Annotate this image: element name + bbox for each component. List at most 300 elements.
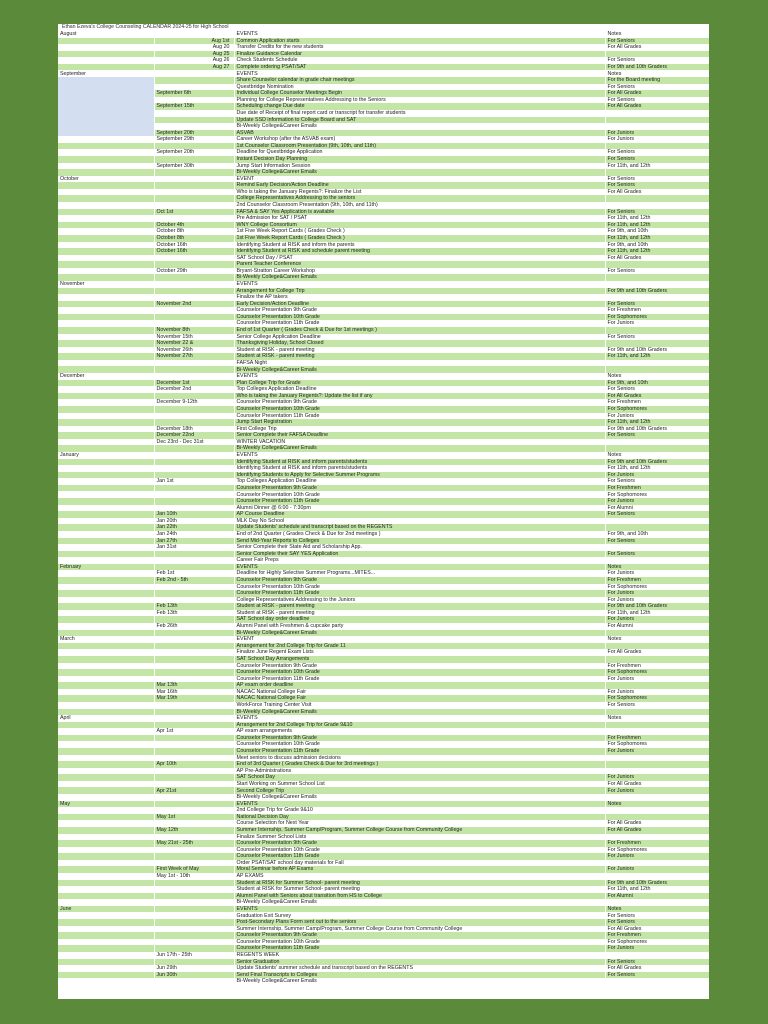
month-cell (58, 893, 154, 900)
date-cell: Jan 10th (154, 511, 234, 518)
month-cell (58, 603, 154, 610)
event-cell: Bi-Weekly College&Career Emails (234, 366, 605, 373)
table-row (58, 860, 709, 867)
month-cell (58, 814, 154, 821)
date-cell (154, 117, 234, 124)
month-cell (58, 919, 154, 926)
event-cell: Deadline for Highly Selective Summer Programs...MITES... (234, 570, 605, 577)
event-cell: SAT School Day / PSAT (234, 255, 605, 262)
notes-cell: For Seniors (605, 176, 709, 183)
event-cell: Student at RISK - parent meeting (234, 353, 605, 360)
table-row (58, 31, 709, 38)
table-row (58, 261, 709, 268)
event-cell: EVENT (234, 176, 605, 183)
event-cell: EVENTS (234, 452, 605, 459)
notes-cell (605, 518, 709, 525)
table-row (58, 413, 709, 420)
notes-cell (605, 261, 709, 268)
notes-cell: For 9th and 10th Graders (605, 426, 709, 433)
event-cell: Bi-Weekly College&Career Emails (234, 123, 605, 130)
date-cell (154, 860, 234, 867)
event-cell: Arrangement for 2nd College Trip for Grade 9&10 (234, 722, 605, 729)
notes-cell (605, 794, 709, 801)
notes-cell (605, 656, 709, 663)
month-cell (58, 413, 154, 420)
event-cell: Deadline for Questbridge Application (234, 149, 605, 156)
event-cell: Scheduling change Due date (234, 103, 605, 110)
month-cell (58, 748, 154, 755)
month-cell (58, 320, 154, 327)
month-cell (58, 77, 154, 84)
month-cell (58, 663, 154, 670)
event-cell: End of 1st Quarter ( Grades Check & Due for 1st meetings ) (234, 327, 605, 334)
notes-cell: For All Grades (605, 827, 709, 834)
month-cell (58, 222, 154, 229)
date-cell (154, 182, 234, 189)
event-cell: Counselor Presentation 10th Grade (234, 491, 605, 498)
notes-cell (605, 123, 709, 130)
notes-cell: For All Grades (605, 103, 709, 110)
notes-cell (605, 544, 709, 551)
table-row (58, 281, 709, 288)
month-cell: March (58, 636, 154, 643)
month-cell (58, 301, 154, 308)
table-row (58, 781, 709, 788)
notes-cell: For Seniors (605, 919, 709, 926)
event-cell: Remind Early Decision/Action Deadline (234, 182, 605, 189)
table-row (58, 840, 709, 847)
table-row (58, 972, 709, 979)
date-cell (154, 847, 234, 854)
event-cell: Early Decision/Action Deadline (234, 301, 605, 308)
date-cell (154, 406, 234, 413)
table-row (58, 597, 709, 604)
month-cell (58, 360, 154, 367)
month-cell (58, 669, 154, 676)
event-cell: Identifying Student at RISK and inform parents/students (234, 465, 605, 472)
month-cell (58, 353, 154, 360)
month-cell (58, 182, 154, 189)
event-cell: Send Mid-Year Reports to Colleges (234, 538, 605, 545)
event-cell: First College Trip (234, 426, 605, 433)
table-row (58, 926, 709, 933)
date-cell (154, 906, 234, 913)
month-cell (58, 827, 154, 834)
table-row (58, 347, 709, 354)
date-cell: Jun 30th (154, 972, 234, 979)
table-row (58, 623, 709, 630)
date-cell: Jan 22th (154, 524, 234, 531)
notes-cell (605, 557, 709, 564)
date-cell (154, 590, 234, 597)
event-cell: Bi-Weekly College&Career Emails (234, 899, 605, 906)
date-cell (154, 945, 234, 952)
table-row (58, 386, 709, 393)
event-cell: Update Students' schedule and transcript based on the REGENTS (234, 524, 605, 531)
month-cell (58, 110, 154, 117)
notes-cell: For Juniors (605, 130, 709, 137)
date-cell (154, 715, 234, 722)
notes-cell: For Sophomores (605, 314, 709, 321)
event-cell: WINTER VACATION (234, 439, 605, 446)
date-cell (154, 176, 234, 183)
month-cell (58, 149, 154, 156)
table-row (58, 880, 709, 887)
notes-cell: For Seniors (605, 702, 709, 709)
month-cell (58, 610, 154, 617)
event-cell: Counselor Presentation 9th Grade (234, 663, 605, 670)
event-cell: Post-Secondary Plans Form sent out to the seniors (234, 919, 605, 926)
date-cell (154, 636, 234, 643)
event-cell: Bryant-Stratton Career Workshop (234, 268, 605, 275)
month-cell (58, 419, 154, 426)
date-cell: September 29th (154, 136, 234, 143)
notes-cell: For Seniors (605, 38, 709, 45)
table-row (58, 893, 709, 900)
table-row (58, 64, 709, 71)
event-cell: Student at RISK - parent meeting (234, 347, 605, 354)
event-cell: Alumni Panel with Freshmen & cupcake party (234, 623, 605, 630)
month-cell (58, 327, 154, 334)
notes-cell: For Alumni (605, 505, 709, 512)
table-row (58, 544, 709, 551)
month-cell (58, 123, 154, 130)
table-row (58, 478, 709, 485)
date-cell (154, 360, 234, 367)
notes-cell: For Sophomores (605, 939, 709, 946)
date-cell (154, 505, 234, 512)
table-row (58, 722, 709, 729)
table-row (58, 564, 709, 571)
table-row (58, 603, 709, 610)
month-cell (58, 57, 154, 64)
event-cell: Counselor Presentation 10th Grade (234, 939, 605, 946)
event-cell: EVENTS (234, 801, 605, 808)
table-row (58, 380, 709, 387)
month-cell (58, 472, 154, 479)
table-row (58, 117, 709, 124)
event-cell: Counselor Presentation 11th Grade (234, 945, 605, 952)
date-cell (154, 97, 234, 104)
notes-cell: For 11th, and 12th (605, 465, 709, 472)
event-cell: Plan College Trip for Grade (234, 380, 605, 387)
month-cell (58, 255, 154, 262)
table-row (58, 459, 709, 466)
date-cell: November 22 & (154, 340, 234, 347)
date-cell (154, 801, 234, 808)
event-cell: Career Workshop (after the ASVAB exam) (234, 136, 605, 143)
month-cell (58, 544, 154, 551)
event-cell: FAFSA & SAY Yes Application is available (234, 209, 605, 216)
table-row (58, 103, 709, 110)
event-cell: Identifying Students to Apply for Selective Summer Programs (234, 472, 605, 479)
date-cell (154, 557, 234, 564)
event-cell: WNY College Consortium (234, 222, 605, 229)
date-cell: November 27th (154, 353, 234, 360)
month-cell (58, 972, 154, 979)
date-cell (154, 768, 234, 775)
table-row (58, 774, 709, 781)
table-row (58, 432, 709, 439)
month-cell (58, 294, 154, 301)
month-cell (58, 485, 154, 492)
month-cell (58, 215, 154, 222)
date-cell (154, 722, 234, 729)
table-row (58, 709, 709, 716)
event-cell: 2nd Counselor Classroom Presentation (9th, 10th, and 11th) (234, 202, 605, 209)
date-cell (154, 485, 234, 492)
notes-cell: For Freshmen (605, 735, 709, 742)
notes-cell (605, 327, 709, 334)
table-row (58, 847, 709, 854)
table-row (58, 373, 709, 380)
event-cell: Bi-Weekly College&Career Emails (234, 630, 605, 637)
table-row (58, 689, 709, 696)
month-cell (58, 860, 154, 867)
date-cell: October 8th (154, 235, 234, 242)
calendar-table (58, 31, 709, 985)
table-row (58, 268, 709, 275)
notes-cell: For Sophomores (605, 741, 709, 748)
month-cell (58, 932, 154, 939)
notes-cell: For All Grades (605, 393, 709, 400)
month-cell (58, 439, 154, 446)
notes-cell: For Sophomores (605, 406, 709, 413)
event-cell: Course Selection for Next Year (234, 820, 605, 827)
date-cell (154, 748, 234, 755)
table-row (58, 426, 709, 433)
table-row (58, 38, 709, 45)
event-cell: ASVAB (234, 130, 605, 137)
notes-cell: For Seniors (605, 57, 709, 64)
month-cell (58, 709, 154, 716)
event-cell: EVENT (234, 636, 605, 643)
date-cell (154, 899, 234, 906)
date-cell: Feb 1st (154, 570, 234, 577)
month-cell: October (58, 176, 154, 183)
date-cell: Jan 1st (154, 478, 234, 485)
notes-cell: Notes (605, 801, 709, 808)
month-cell (58, 393, 154, 400)
date-cell (154, 445, 234, 452)
month-cell (58, 551, 154, 558)
event-cell: SAT School Day Arrangements (234, 656, 605, 663)
month-cell (58, 768, 154, 775)
month-cell (58, 735, 154, 742)
notes-cell: For 9th, and 10th (605, 228, 709, 235)
date-cell: November 15th (154, 334, 234, 341)
date-cell: First Week of May (154, 866, 234, 873)
notes-cell: For 9th, and 10th (605, 531, 709, 538)
notes-cell: For Seniors (605, 551, 709, 558)
table-row (58, 242, 709, 249)
month-cell (58, 781, 154, 788)
month-cell (58, 202, 154, 209)
event-cell: Arrangement for College Trip (234, 288, 605, 295)
notes-cell: For Seniors (605, 182, 709, 189)
notes-cell: For 11th, and 12th (605, 353, 709, 360)
date-cell: Mar 16th (154, 689, 234, 696)
notes-cell (605, 814, 709, 821)
month-cell (58, 761, 154, 768)
notes-cell: For All Grades (605, 90, 709, 97)
event-cell: Send Final Transcripts to Colleges (234, 972, 605, 979)
month-cell (58, 840, 154, 847)
month-cell (58, 465, 154, 472)
table-row (58, 406, 709, 413)
date-cell: October 4th (154, 222, 234, 229)
date-cell (154, 597, 234, 604)
notes-cell: For Seniors (605, 511, 709, 518)
table-row (58, 741, 709, 748)
table-row (58, 215, 709, 222)
date-cell (154, 649, 234, 656)
date-cell: Feb 2nd - 5th (154, 577, 234, 584)
notes-cell: For Juniors (605, 945, 709, 952)
date-cell (154, 676, 234, 683)
event-cell: Planning for College Representatives Addressing to the Seniors (234, 97, 605, 104)
month-cell (58, 399, 154, 406)
month-cell (58, 366, 154, 373)
event-cell: EVENTS (234, 373, 605, 380)
date-cell (154, 807, 234, 814)
table-row (58, 340, 709, 347)
date-cell (154, 551, 234, 558)
date-cell (154, 939, 234, 946)
notes-cell (605, 360, 709, 367)
table-row (58, 959, 709, 966)
date-cell (154, 288, 234, 295)
table-row (58, 676, 709, 683)
table-row (58, 557, 709, 564)
date-cell: October 8th (154, 228, 234, 235)
event-cell: REGENTS WEEK (234, 952, 605, 959)
month-cell (58, 235, 154, 242)
notes-cell: For Juniors (605, 689, 709, 696)
notes-cell (605, 728, 709, 735)
event-cell: AP exam arrangements (234, 728, 605, 735)
month-cell (58, 380, 154, 387)
notes-cell: For All Grades (605, 189, 709, 196)
notes-cell: Notes (605, 715, 709, 722)
notes-cell (605, 117, 709, 124)
month-cell (58, 880, 154, 887)
event-cell: Counselor Presentation 11th Grade (234, 853, 605, 860)
event-cell: Student at RISK for Summer School- parent meeting (234, 880, 605, 887)
table-row (58, 663, 709, 670)
month-cell (58, 169, 154, 176)
event-cell: Start Working on Summer School List (234, 781, 605, 788)
table-row (58, 656, 709, 663)
date-cell (154, 459, 234, 466)
month-cell (58, 755, 154, 762)
date-cell (154, 774, 234, 781)
table-row (58, 853, 709, 860)
date-cell: November 26th (154, 347, 234, 354)
notes-cell: For All Grades (605, 820, 709, 827)
event-cell: Counselor Presentation 9th Grade (234, 932, 605, 939)
month-cell (58, 584, 154, 591)
notes-cell (605, 281, 709, 288)
table-row (58, 84, 709, 91)
table-row (58, 465, 709, 472)
date-cell (154, 472, 234, 479)
notes-cell: For Seniors (605, 268, 709, 275)
notes-cell: For Freshmen (605, 663, 709, 670)
date-cell: Feb 13th (154, 603, 234, 610)
table-row (58, 366, 709, 373)
table-row (58, 524, 709, 531)
notes-cell: Notes (605, 906, 709, 913)
date-cell: Dec 23rd - Dec 31st (154, 439, 234, 446)
notes-cell: For Juniors (605, 413, 709, 420)
event-cell: National Decision Day (234, 814, 605, 821)
table-row (58, 906, 709, 913)
date-cell (154, 419, 234, 426)
notes-cell (605, 340, 709, 347)
page-title: Ethan Ezeva's College Counseling CALENDAR 2024-25 for High School (58, 24, 709, 31)
event-cell: Bi-Weekly College&Career Emails (234, 445, 605, 452)
table-row (58, 235, 709, 242)
month-cell (58, 853, 154, 860)
table-row (58, 149, 709, 156)
table-row (58, 952, 709, 959)
event-cell: AP Course Deadline (234, 511, 605, 518)
month-cell (58, 209, 154, 216)
date-cell: November 2nd (154, 301, 234, 308)
month-cell (58, 912, 154, 919)
table-row (58, 899, 709, 906)
event-cell: AP exam order deadline (234, 682, 605, 689)
event-cell: EVENTS (234, 70, 605, 77)
event-cell: Thanksgiving Holiday, School Closed (234, 340, 605, 347)
date-cell: Mar 13th (154, 682, 234, 689)
date-cell (154, 978, 234, 985)
table-row (58, 222, 709, 229)
month-cell (58, 959, 154, 966)
table-row (58, 551, 709, 558)
date-cell: Apr 1st (154, 728, 234, 735)
month-cell (58, 774, 154, 781)
table-row (58, 130, 709, 137)
event-cell: Senior Graduation (234, 959, 605, 966)
notes-cell: For 9th and 10th Graders (605, 603, 709, 610)
notes-cell: For Freshmen (605, 399, 709, 406)
event-cell: College Representatives Addressing to the seniors (234, 195, 605, 202)
table-row (58, 156, 709, 163)
table-row (58, 801, 709, 808)
notes-cell (605, 630, 709, 637)
table-row (58, 491, 709, 498)
month-cell (58, 820, 154, 827)
month-cell (58, 695, 154, 702)
date-cell: May 1st - 10th (154, 873, 234, 880)
notes-cell: For Seniors (605, 209, 709, 216)
date-cell: Jun 17th - 25th (154, 952, 234, 959)
event-cell: Finalize the AP takers (234, 294, 605, 301)
table-row (58, 807, 709, 814)
month-cell: February (58, 564, 154, 571)
table-row (58, 728, 709, 735)
date-cell: Aug 20 (154, 44, 234, 51)
notes-cell: For Seniors (605, 156, 709, 163)
notes-cell: For All Grades (605, 965, 709, 972)
month-cell (58, 728, 154, 735)
notes-cell: For Seniors (605, 912, 709, 919)
table-row (58, 123, 709, 130)
event-cell: Counselor Presentation 10th Grade (234, 847, 605, 854)
table-row (58, 630, 709, 637)
